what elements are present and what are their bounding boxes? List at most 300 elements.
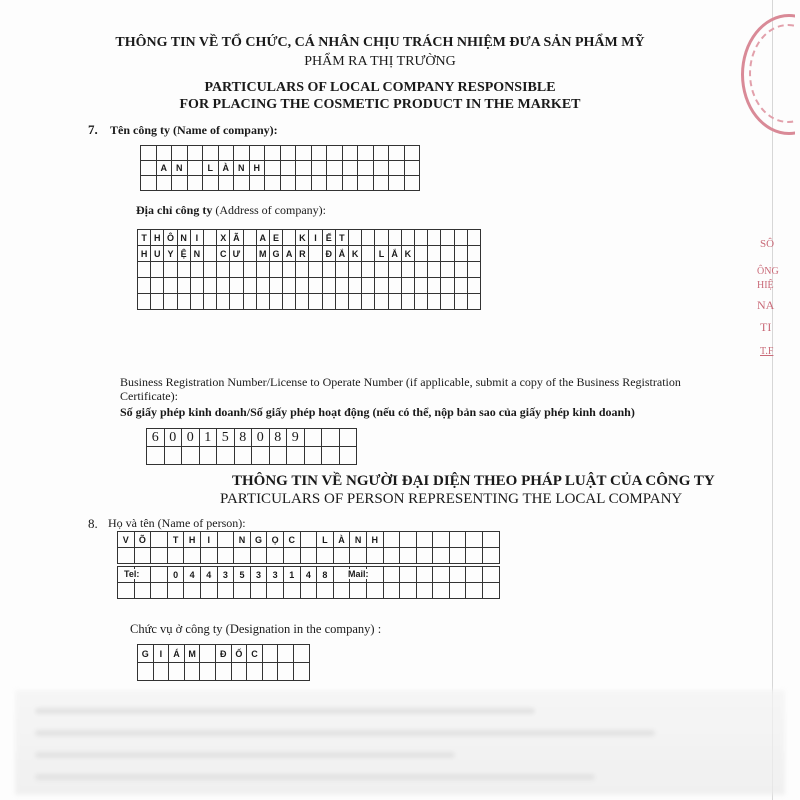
company-address-cell: Ắ (389, 246, 402, 262)
company-address-cell (178, 262, 191, 278)
contact-cell (400, 583, 417, 599)
business-registration-cell (287, 447, 305, 465)
contact-cell (151, 567, 168, 583)
company-address-cell: M (257, 246, 270, 262)
company-name-cell (405, 146, 421, 161)
contact-cell: 3 (267, 567, 284, 583)
company-address-cell (204, 262, 217, 278)
company-name-cell (327, 146, 343, 161)
designation-cell: Á (169, 645, 185, 663)
representative-header-en: PARTICULARS OF PERSON REPRESENTING THE LOCAL COMPANY (220, 491, 683, 507)
company-address-cell (323, 294, 336, 310)
contact-cell (151, 583, 168, 599)
designation-cell: Đ (216, 645, 232, 663)
company-address-cell (349, 294, 362, 310)
company-address-cell (283, 262, 296, 278)
company-name-cell (343, 146, 359, 161)
person-name-cell: N (234, 532, 251, 548)
designation-cell (200, 645, 216, 663)
contact-cell: 4 (201, 567, 218, 583)
contact-cell (201, 583, 218, 599)
business-registration-label-en: Business Registration Number/License to Operate Number (if applicable, submit a copy of the Business Registration Certificate): (120, 375, 681, 403)
designation-label: Chức vụ ở công ty (Designation in the company) : (130, 622, 382, 636)
contact-cell (317, 583, 334, 599)
company-address-label-en: (Address of company): (212, 203, 326, 217)
person-name-cell: V (118, 532, 135, 548)
red-seal (735, 10, 795, 135)
company-address-cell: E (270, 230, 283, 246)
company-name-cell (281, 176, 297, 191)
company-address-cell (415, 230, 428, 246)
company-name-cell (389, 161, 405, 176)
contact-cell (450, 567, 467, 583)
company-address-cell (138, 278, 151, 294)
company-address-cell (468, 246, 481, 262)
company-address-cell (415, 262, 428, 278)
company-address-cell (204, 246, 217, 262)
company-name-cell (141, 146, 157, 161)
person-name-cell (151, 548, 168, 564)
business-registration-cell (200, 447, 218, 465)
contact-cell: 3 (218, 567, 235, 583)
company-address-cell (178, 278, 191, 294)
company-address-cell (191, 294, 204, 310)
company-address-cell: I (191, 230, 204, 246)
header-vn-line1: THÔNG TIN VỀ TỔ CHỨC, CÁ NHÂN CHỊU TRÁCH NHIỆM ĐƯA SẢN PHẨM MỸ (115, 35, 645, 50)
business-registration-cell (252, 447, 270, 465)
company-address-cell (455, 262, 468, 278)
company-address-cell (323, 278, 336, 294)
company-name-cell (219, 146, 235, 161)
person-name-cell (284, 548, 301, 564)
person-name-cell (301, 548, 318, 564)
company-name-cell (374, 146, 390, 161)
contact-cell: 3 (251, 567, 268, 583)
company-address-cell (389, 230, 402, 246)
designation-cell (278, 663, 294, 681)
company-address-cell (270, 262, 283, 278)
company-address-cell (349, 278, 362, 294)
company-address-cell: K (349, 246, 362, 262)
contact-cell (118, 583, 135, 599)
company-address-cell (415, 278, 428, 294)
company-address-cell (244, 278, 257, 294)
company-address-cell (441, 262, 454, 278)
business-registration-cell: 0 (165, 429, 183, 447)
company-address-cell (428, 262, 441, 278)
business-registration-cell: 1 (200, 429, 218, 447)
business-registration-cell (322, 447, 340, 465)
company-address-cell: U (151, 246, 164, 262)
section-number-7: 7. (88, 122, 98, 137)
company-name-cell (265, 146, 281, 161)
person-name-cell: C (284, 532, 301, 548)
person-name-cell: G (251, 532, 268, 548)
company-name-cell: L (203, 161, 219, 176)
company-address-cell (309, 294, 322, 310)
company-name-cell (358, 146, 374, 161)
company-name-cell (234, 176, 250, 191)
company-address-cell (178, 294, 191, 310)
designation-cell (200, 663, 216, 681)
stamp-text: SÔ (760, 238, 775, 250)
company-address-cell (151, 278, 164, 294)
company-address-cell: A (283, 246, 296, 262)
company-address-cell (428, 246, 441, 262)
contact-cell (184, 583, 201, 599)
company-address-cell (309, 246, 322, 262)
company-address-cell (336, 294, 349, 310)
company-address-cell (455, 230, 468, 246)
business-registration-cell (340, 429, 358, 447)
company-address-cell: T (336, 230, 349, 246)
business-registration-cell: 8 (270, 429, 288, 447)
company-address-cell (138, 262, 151, 278)
company-address-cell (362, 294, 375, 310)
company-name-cell (250, 146, 266, 161)
company-address-cell: N (178, 230, 191, 246)
person-name-cell (433, 532, 450, 548)
company-address-cell (204, 278, 217, 294)
contact-cell (284, 583, 301, 599)
contact-cell (367, 583, 384, 599)
company-address-cell (441, 246, 454, 262)
company-address-cell (415, 294, 428, 310)
contact-cell: 1 (284, 567, 301, 583)
company-address-cell (164, 294, 177, 310)
person-name-cell: T (168, 532, 185, 548)
contact-cell (267, 583, 284, 599)
company-address-cell (283, 230, 296, 246)
company-address-cell (455, 246, 468, 262)
designation-grid (137, 644, 310, 681)
person-name-cell (251, 548, 268, 564)
company-address-cell (244, 230, 257, 246)
company-address-cell (283, 278, 296, 294)
company-name-cell: H (250, 161, 266, 176)
company-address-cell: C (217, 246, 230, 262)
company-address-cell (309, 262, 322, 278)
company-address-cell (151, 262, 164, 278)
header-en-line2: FOR PLACING THE COSMETIC PRODUCT IN THE MARKET (179, 97, 581, 112)
person-name-cell (417, 548, 434, 564)
person-name-cell: N (350, 532, 367, 548)
company-address-cell (468, 230, 481, 246)
person-name-cell: Õ (135, 532, 152, 548)
company-address-cell (362, 246, 375, 262)
company-address-cell (402, 230, 415, 246)
designation-cell (138, 663, 154, 681)
business-registration-cell (235, 447, 253, 465)
company-address-cell: K (402, 246, 415, 262)
company-name-cell (141, 161, 157, 176)
company-address-cell: H (151, 230, 164, 246)
company-name-cell (281, 161, 297, 176)
representative-header-vn: THÔNG TIN VỀ NGƯỜI ĐẠI DIỆN THEO PHÁP LUẬT CỦA CÔNG TY (232, 473, 715, 489)
company-address-cell (217, 278, 230, 294)
company-address-cell (323, 262, 336, 278)
company-name-cell (172, 146, 188, 161)
company-address-cell (244, 294, 257, 310)
company-name-cell (265, 176, 281, 191)
company-name-cell (296, 176, 312, 191)
contact-cell (417, 583, 434, 599)
person-name-label: Họ và tên (Name of person): (108, 516, 246, 530)
person-name-cell: H (367, 532, 384, 548)
company-address-cell (191, 278, 204, 294)
company-address-cell (230, 294, 243, 310)
business-registration-cell: 5 (217, 429, 235, 447)
company-name-cell (312, 176, 328, 191)
company-name-cell (389, 176, 405, 191)
contact-cell (234, 583, 251, 599)
company-name-cell (157, 146, 173, 161)
company-address-cell (349, 230, 362, 246)
person-name-cell (400, 548, 417, 564)
contact-cell (466, 567, 483, 583)
company-name-cell (188, 176, 204, 191)
company-address-cell (362, 278, 375, 294)
company-address-cell (244, 262, 257, 278)
person-name-cell (218, 548, 235, 564)
contact-cell (483, 583, 500, 599)
company-address-cell (468, 278, 481, 294)
company-address-cell (336, 278, 349, 294)
company-address-cell (362, 230, 375, 246)
company-name-cell (327, 176, 343, 191)
contact-cell (218, 583, 235, 599)
company-address-cell (283, 294, 296, 310)
business-registration-cell (340, 447, 358, 465)
company-address-cell (375, 230, 388, 246)
company-address-cell: Ã (230, 230, 243, 246)
company-name-cell (358, 176, 374, 191)
contact-grid (117, 566, 500, 599)
company-address-cell (217, 262, 230, 278)
company-name-cell (312, 146, 328, 161)
company-name-cell (389, 146, 405, 161)
contact-cell (135, 583, 152, 599)
company-address-cell (138, 294, 151, 310)
company-address-cell (455, 278, 468, 294)
company-address-cell: K (296, 230, 309, 246)
business-registration-cell (165, 447, 183, 465)
company-name-grid (140, 145, 420, 191)
company-address-cell (428, 230, 441, 246)
designation-cell: C (247, 645, 263, 663)
company-address-cell (204, 230, 217, 246)
company-address-cell: A (257, 230, 270, 246)
designation-cell (278, 645, 294, 663)
company-name-cell (172, 176, 188, 191)
company-name-cell: N (234, 161, 250, 176)
company-address-cell (415, 246, 428, 262)
stamp-text: HIỆ (757, 280, 774, 291)
person-name-cell (400, 532, 417, 548)
company-address-cell (428, 294, 441, 310)
business-registration-cell (270, 447, 288, 465)
designation-cell (169, 663, 185, 681)
business-registration-cell (182, 447, 200, 465)
company-name-cell (234, 146, 250, 161)
company-address-cell (455, 294, 468, 310)
designation-cell (294, 663, 310, 681)
contact-cell (384, 567, 401, 583)
contact-cell: 8 (317, 567, 334, 583)
contact-cell (301, 583, 318, 599)
person-name-cell (317, 548, 334, 564)
person-name-cell (135, 548, 152, 564)
company-name-cell (203, 146, 219, 161)
company-address-label (136, 203, 326, 218)
contact-cell (466, 583, 483, 599)
business-registration-label-vn: Số giấy phép kinh doanh/Số giấy phép hoạt động (nếu có thể, nộp bản sao của giấy phép kinh doanh) (120, 405, 635, 419)
company-address-cell (375, 278, 388, 294)
contact-cell: 4 (301, 567, 318, 583)
stamp-text: TI (760, 320, 772, 334)
company-name-cell (374, 161, 390, 176)
designation-cell (263, 663, 279, 681)
company-address-cell (336, 262, 349, 278)
business-registration-cell: 9 (287, 429, 305, 447)
company-address-cell (204, 294, 217, 310)
company-address-cell: Ệ (178, 246, 191, 262)
stamp-text: T.F (760, 346, 774, 357)
person-name-cell (483, 548, 500, 564)
business-registration-cell (147, 447, 165, 465)
company-address-label-vn: Địa chỉ công ty (136, 203, 213, 217)
contact-cell (433, 567, 450, 583)
mail-label: Mail: (348, 569, 369, 579)
business-registration-cell (322, 429, 340, 447)
person-name-cell: I (201, 532, 218, 548)
header-en-line1: PARTICULARS OF LOCAL COMPANY RESPONSIBLE (204, 80, 556, 95)
contact-cell (334, 583, 351, 599)
stamp-text: NA (757, 298, 775, 312)
contact-cell: 4 (184, 567, 201, 583)
person-name-cell (450, 532, 467, 548)
company-address-cell (191, 262, 204, 278)
company-address-cell (428, 278, 441, 294)
company-address-cell (257, 294, 270, 310)
company-address-cell: T (138, 230, 151, 246)
person-name-cell (151, 532, 168, 548)
person-name-cell (334, 548, 351, 564)
person-name-cell: À (334, 532, 351, 548)
company-address-cell: H (138, 246, 151, 262)
company-address-cell (309, 278, 322, 294)
company-address-cell (389, 262, 402, 278)
company-address-cell (164, 262, 177, 278)
company-name-cell (358, 161, 374, 176)
company-address-cell: Đ (323, 246, 336, 262)
company-address-cell (362, 262, 375, 278)
person-name-cell (466, 548, 483, 564)
person-name-cell (450, 548, 467, 564)
company-address-cell: L (375, 246, 388, 262)
company-address-cell (389, 294, 402, 310)
person-name-cell: L (317, 532, 334, 548)
company-name-cell: À (219, 161, 235, 176)
company-name-cell (343, 176, 359, 191)
company-address-cell (151, 294, 164, 310)
stamp-text: ÔNG (757, 266, 779, 277)
company-name-cell (219, 176, 235, 191)
person-name-cell: H (184, 532, 201, 548)
person-name-cell (118, 548, 135, 564)
contact-cell: 5 (234, 567, 251, 583)
person-name-cell (384, 532, 401, 548)
person-name-cell (384, 548, 401, 564)
company-name-cell (265, 161, 281, 176)
contact-cell (433, 583, 450, 599)
person-name-cell (367, 548, 384, 564)
company-address-grid (137, 229, 481, 310)
company-address-cell (270, 278, 283, 294)
business-registration-cell: 0 (252, 429, 270, 447)
blurred-content (15, 690, 785, 795)
company-address-cell (270, 294, 283, 310)
company-name-cell (296, 161, 312, 176)
company-address-cell (389, 278, 402, 294)
company-name-cell: A (157, 161, 173, 176)
company-address-cell (296, 262, 309, 278)
company-address-cell: I (309, 230, 322, 246)
designation-cell: Ố (232, 645, 248, 663)
header-vn-line2: PHẨM RA THỊ TRƯỜNG (304, 54, 456, 69)
section-number-8: 8. (88, 516, 98, 531)
company-name-cell (157, 176, 173, 191)
person-name-cell (168, 548, 185, 564)
company-address-cell (468, 294, 481, 310)
company-address-cell (441, 294, 454, 310)
company-name-cell (405, 176, 421, 191)
contact-cell (384, 583, 401, 599)
company-address-cell (257, 262, 270, 278)
person-name-cell (301, 532, 318, 548)
designation-cell: G (138, 645, 154, 663)
company-address-cell (468, 262, 481, 278)
company-address-cell (375, 262, 388, 278)
person-name-cell (483, 532, 500, 548)
designation-cell (232, 663, 248, 681)
company-address-cell (441, 230, 454, 246)
company-address-cell (230, 262, 243, 278)
designation-cell (185, 663, 201, 681)
company-name-cell (296, 146, 312, 161)
person-name-grid (117, 531, 500, 564)
person-name-cell (350, 548, 367, 564)
company-address-cell: G (270, 246, 283, 262)
company-name-cell (188, 161, 204, 176)
designation-cell (154, 663, 170, 681)
business-registration-cell: 6 (147, 429, 165, 447)
company-name-cell: N (172, 161, 188, 176)
company-address-cell (441, 278, 454, 294)
contact-cell (417, 567, 434, 583)
company-name-cell (203, 176, 219, 191)
person-name-cell (267, 548, 284, 564)
company-name-cell (327, 161, 343, 176)
company-address-cell (375, 294, 388, 310)
designation-cell (216, 663, 232, 681)
person-name-cell (466, 532, 483, 548)
company-address-cell (349, 262, 362, 278)
company-name-cell (188, 146, 204, 161)
company-name-cell (343, 161, 359, 176)
designation-cell (247, 663, 263, 681)
contact-cell: 0 (168, 567, 185, 583)
